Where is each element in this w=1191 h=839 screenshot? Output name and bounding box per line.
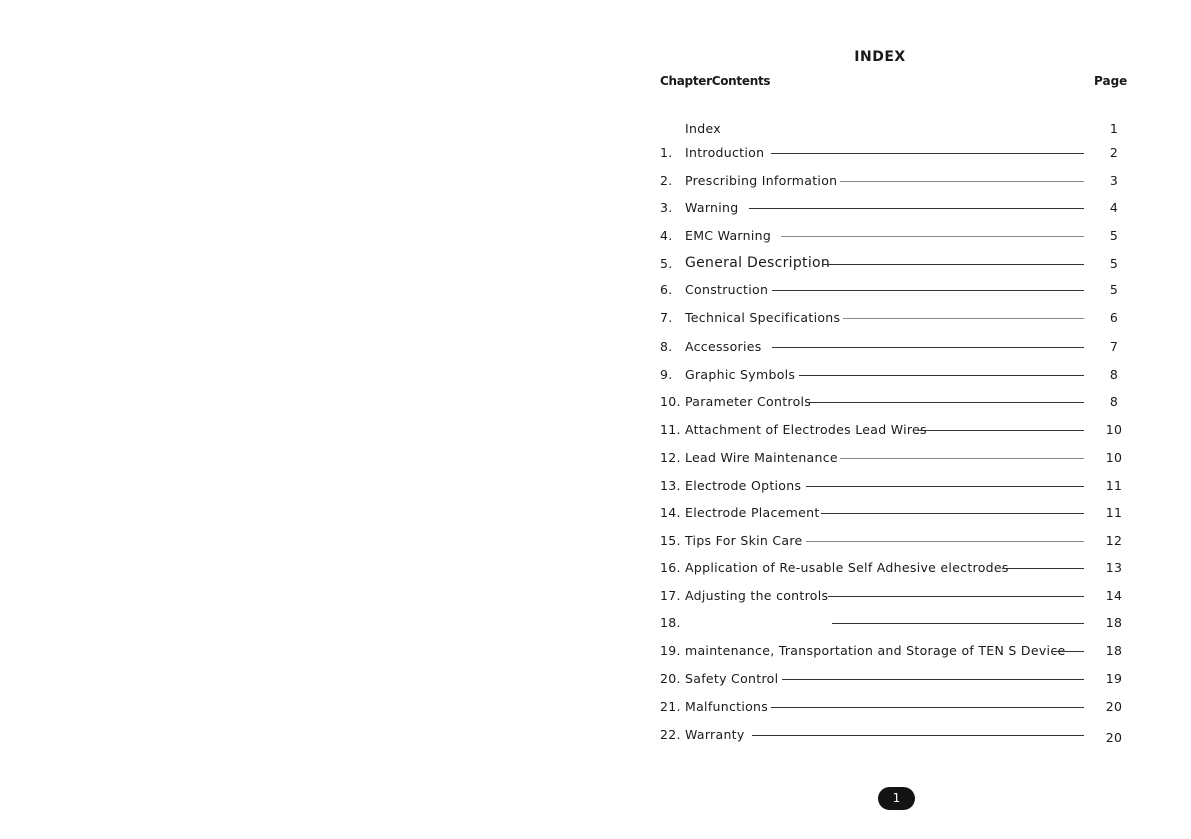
page-title: INDEX	[854, 49, 906, 65]
toc-leader-line	[799, 375, 1084, 376]
toc-entry-introduction[interactable]	[660, 145, 1125, 161]
toc-number: 17.	[660, 588, 681, 603]
toc-entry-graphic-symbols[interactable]	[660, 367, 1125, 383]
toc-entry-18[interactable]	[660, 615, 1125, 631]
toc-title: Electrode Options	[685, 478, 802, 493]
toc-title: Technical Specifications	[685, 310, 841, 325]
toc-entry-electrode-placement[interactable]	[660, 505, 1125, 521]
toc-page: 20	[1105, 730, 1123, 745]
toc-number: 16.	[660, 560, 681, 575]
toc-entry-parameter-controls[interactable]	[660, 394, 1125, 410]
toc-entry-malfunctions[interactable]	[660, 699, 1125, 715]
page-number-badge: 1	[878, 787, 915, 810]
toc-number: 11.	[660, 422, 681, 437]
toc-number: 20.	[660, 671, 681, 686]
toc-entry-tips-for-skin-care[interactable]	[660, 533, 1125, 549]
toc-page: 1	[1109, 121, 1119, 136]
toc-leader-line	[821, 513, 1084, 514]
toc-number: 7.	[660, 310, 673, 325]
toc-title: Electrode Placement	[685, 505, 820, 520]
toc-page: 20	[1105, 699, 1123, 714]
toc-page: 14	[1105, 588, 1123, 603]
toc-title: Warranty	[685, 727, 745, 742]
toc-title: General Description	[685, 255, 831, 271]
toc-number: 9.	[660, 367, 673, 382]
toc-title: Graphic Symbols	[685, 367, 796, 382]
toc-number: 1.	[660, 145, 673, 160]
toc-leader-line	[840, 458, 1084, 459]
toc-leader-line	[809, 402, 1084, 403]
toc-number: 8.	[660, 339, 673, 354]
toc-title: Application of Re-usable Self Adhesive electrodes	[685, 560, 1009, 575]
toc-number: 2.	[660, 173, 673, 188]
toc-leader-line	[828, 596, 1084, 597]
toc-leader-line	[843, 318, 1084, 319]
toc-leader-line	[752, 735, 1084, 736]
toc-page: 3	[1109, 173, 1119, 188]
toc-page: 11	[1105, 478, 1123, 493]
toc-title: Index	[685, 121, 721, 136]
toc-title: Accessories	[685, 339, 762, 354]
toc-entry-general-description[interactable]	[660, 256, 1125, 272]
toc-entry-application-of-electrodes[interactable]	[660, 560, 1125, 576]
toc-title: Malfunctions	[685, 699, 769, 714]
toc-entry-construction[interactable]	[660, 282, 1125, 298]
toc-title: Warning	[685, 200, 739, 215]
toc-leader-line	[772, 290, 1084, 291]
toc-page: 10	[1105, 450, 1123, 465]
toc-leader-line	[840, 181, 1084, 182]
toc-number: 18.	[660, 615, 681, 630]
toc-leader-line	[823, 264, 1084, 265]
toc-leader-line	[806, 486, 1084, 487]
toc-entry-lead-wire-maintenance[interactable]	[660, 450, 1125, 466]
toc-leader-line	[771, 707, 1084, 708]
toc-leader-line	[806, 541, 1084, 542]
toc-page: 18	[1105, 643, 1123, 658]
toc-leader-line	[772, 347, 1084, 348]
toc-title: Safety Control	[685, 671, 779, 686]
toc-page: 8	[1109, 367, 1119, 382]
toc-page: 7	[1109, 339, 1119, 354]
toc-number: 15.	[660, 533, 681, 548]
toc-entry-prescribing-information[interactable]	[660, 173, 1125, 189]
toc-title: Construction	[685, 282, 769, 297]
toc-page: 6	[1109, 310, 1119, 325]
toc-leader-line	[771, 153, 1084, 154]
toc-number: 3.	[660, 200, 673, 215]
toc-number: 5.	[660, 256, 673, 271]
toc-page: 5	[1109, 256, 1119, 271]
toc-number: 10.	[660, 394, 681, 409]
toc-entry-emc-warning[interactable]	[660, 228, 1125, 244]
toc-leader-line	[1052, 651, 1084, 652]
toc-title: Introduction	[685, 145, 765, 160]
toc-page: 4	[1109, 200, 1119, 215]
toc-entry-maintenance-transportation-storage[interactable]	[660, 643, 1125, 659]
toc-leader-line	[832, 623, 1084, 624]
toc-entry-electrode-options[interactable]	[660, 478, 1125, 494]
toc-title: Parameter Controls	[685, 394, 812, 409]
toc-entry-adjusting-the-controls[interactable]	[660, 588, 1125, 604]
toc-page: 8	[1109, 394, 1119, 409]
toc-entry-attachment-of-electrodes-lead-wires[interactable]	[660, 422, 1125, 438]
toc-entry-warranty[interactable]	[660, 727, 1125, 743]
toc-title: maintenance, Transportation and Storage of TEN S Device	[685, 643, 1066, 658]
toc-title: Adjusting the controls	[685, 588, 829, 603]
toc-number: 6.	[660, 282, 673, 297]
toc-page: 10	[1105, 422, 1123, 437]
toc-page: 11	[1105, 505, 1123, 520]
toc-page: 19	[1105, 671, 1123, 686]
toc-number: 21.	[660, 699, 681, 714]
toc-entry-warning[interactable]	[660, 200, 1125, 216]
toc-number: 12.	[660, 450, 681, 465]
toc-title: Lead Wire Maintenance	[685, 450, 838, 465]
toc-entry-index[interactable]	[660, 121, 1125, 137]
chapter-contents-heading: ChapterContents	[660, 74, 771, 88]
toc-entry-safety-control[interactable]	[660, 671, 1125, 687]
toc-title: Attachment of Electrodes Lead Wires	[685, 422, 927, 437]
toc-leader-line	[1002, 568, 1084, 569]
toc-page: 2	[1109, 145, 1119, 160]
toc-leader-line	[918, 430, 1084, 431]
toc-title: EMC Warning	[685, 228, 772, 243]
toc-number: 4.	[660, 228, 673, 243]
toc-entry-technical-specifications[interactable]	[660, 310, 1125, 326]
toc-title: Prescribing Information	[685, 173, 838, 188]
toc-number: 13.	[660, 478, 681, 493]
toc-leader-line	[749, 208, 1084, 209]
toc-leader-line	[782, 679, 1084, 680]
toc-number: 22.	[660, 727, 681, 742]
toc-page: 5	[1109, 228, 1119, 243]
toc-page: 12	[1105, 533, 1123, 548]
toc-page: 18	[1105, 615, 1123, 630]
toc-number: 19.	[660, 643, 681, 658]
toc-title: Tips For Skin Care	[685, 533, 803, 548]
toc-entry-accessories[interactable]	[660, 339, 1125, 355]
toc-page: 5	[1109, 282, 1119, 297]
toc-number: 14.	[660, 505, 681, 520]
page-column-heading: Page	[1094, 74, 1128, 88]
toc-page: 13	[1105, 560, 1123, 575]
toc-leader-line	[781, 236, 1084, 237]
